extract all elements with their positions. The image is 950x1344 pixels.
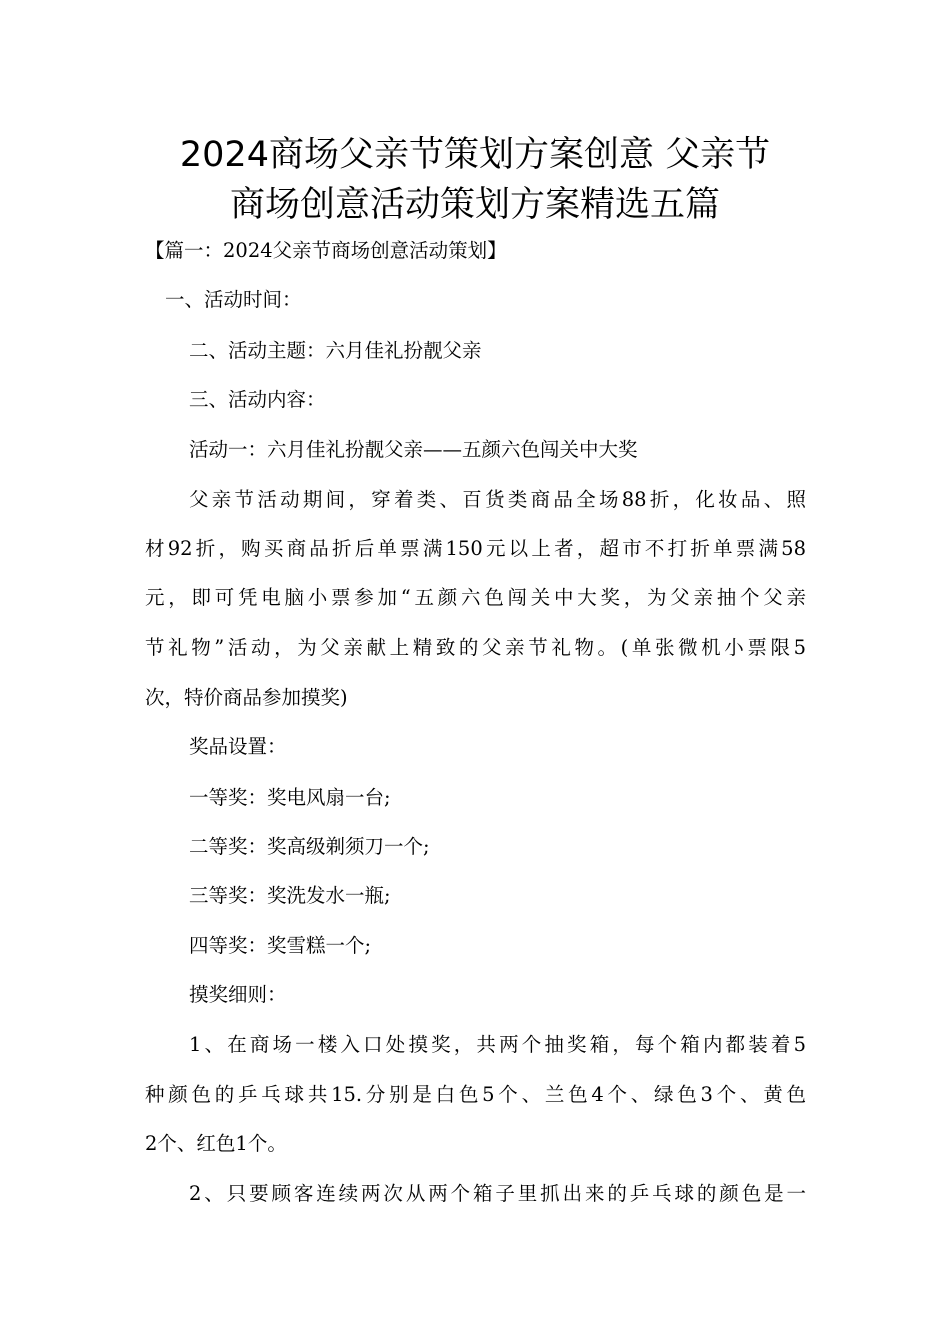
paragraph-line: 材92折，购买商品折后单票满150元以上者，超市不打折单票满58 (145, 537, 806, 560)
rules-heading: 摸奖细则： (189, 983, 287, 1006)
rule-line: 2个、红色1个。 (145, 1132, 287, 1155)
content-heading: 三、活动内容： (189, 388, 326, 411)
rule-line: 1、在商场一楼入口处摸奖，共两个抽奖箱，每个箱内都装着5 (189, 1033, 806, 1056)
rule-line: 2、只要顾客连续两次从两个箱子里抓出来的乒乓球的颜色是一 (189, 1182, 806, 1205)
prize-item: 四等奖：奖雪糕一个; (189, 934, 372, 957)
prize-item: 一等奖：奖电风扇一台; (189, 786, 391, 809)
document-title-line-2: 商场创意活动策划方案精选五篇 (229, 185, 720, 225)
paragraph-line: 次，特价商品参加摸奖) (145, 686, 348, 709)
section-header: 【篇一：2024父亲节商场创意活动策划】 (145, 239, 507, 262)
theme-heading: 二、活动主题：六月佳礼扮靓父亲 (189, 339, 482, 362)
prize-heading: 奖品设置： (189, 735, 287, 758)
time-heading: 一、活动时间： (165, 288, 302, 311)
paragraph-line: 节礼物”活动，为父亲献上精致的父亲节礼物。(单张微机小票限5 (145, 636, 806, 659)
paragraph-line: 父亲节活动期间，穿着类、百货类商品全场88折，化妆品、照 (189, 488, 806, 511)
activity-one-title: 活动一：六月佳礼扮靓父亲——五颜六色闯关中大奖 (189, 438, 638, 461)
rule-line: 种颜色的乒乓球共15.分别是白色5个、兰色4个、绿色3个、黄色 (145, 1083, 806, 1106)
prize-item: 三等奖：奖洗发水一瓶; (189, 884, 391, 907)
prize-item: 二等奖：奖高级剃须刀一个; (189, 835, 430, 858)
document-title-line-1: 2024商场父亲节策划方案创意 父亲节 (179, 135, 771, 175)
paragraph-line: 元，即可凭电脑小票参加“五颜六色闯关中大奖，为父亲抽个父亲 (145, 586, 806, 609)
